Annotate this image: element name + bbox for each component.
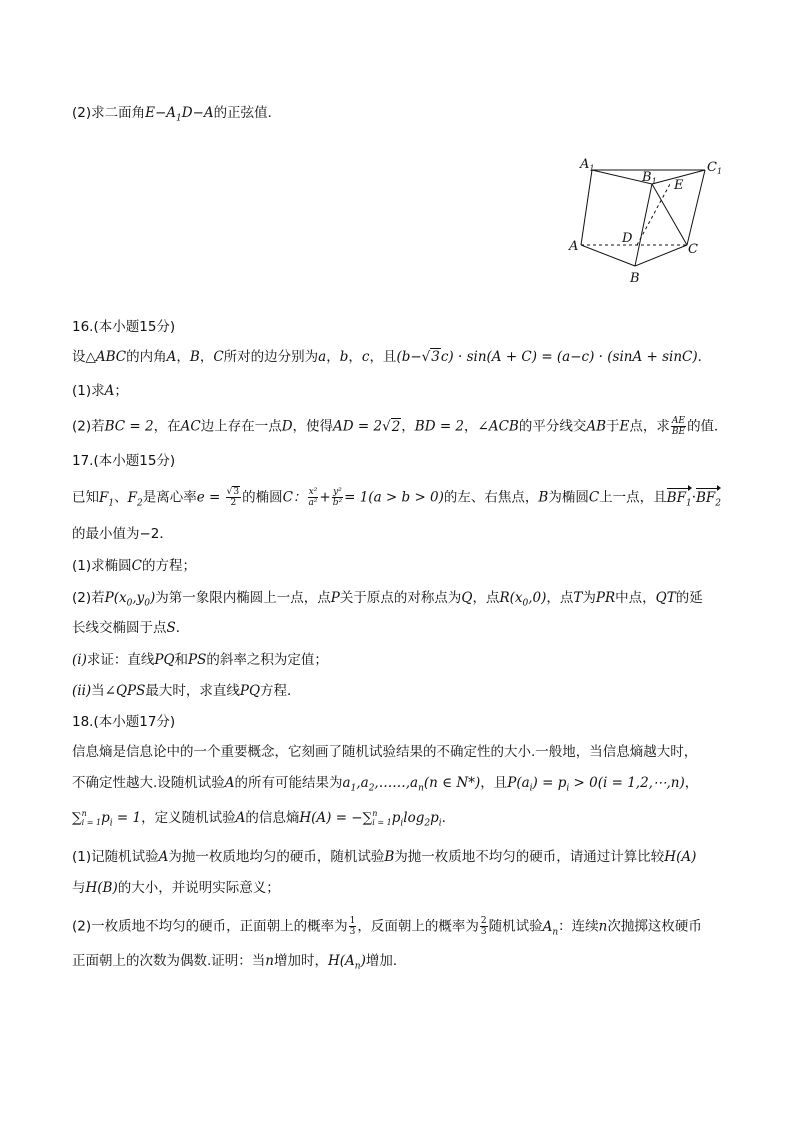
label-d: D xyxy=(622,231,633,246)
edge-a1a xyxy=(581,170,592,245)
edge-b1b xyxy=(635,184,652,266)
q18-para3: ∑ n i = 1 $p_i = 1$，定义随机试验A的信息熵H(A) = −∑ n i = 1 $p_i\log_2p_i$． xyxy=(72,809,456,829)
q18-part2: (2)一枚质地不均匀的硬币，正面朝上的概率为 $\frac{1}{3}$ ，反面朝上的概率为 $\frac{2}{3}$ 随机试验$A_n$：连续n次抛掷这枚硬币 xyxy=(72,916,702,938)
edge-c1c xyxy=(687,170,705,245)
q17-part-ii: (ii)当∠QPS最大时，求直线PQ方程． xyxy=(72,683,301,699)
edge-de-hidden xyxy=(637,184,670,245)
q17-part2: (2)若$P(x_0,y_0)$为第一象限内椭圆上一点，点P关于原点的对称点为Q，点$R(x_0,0)$，点T为PR中点，QT的延 xyxy=(72,590,703,609)
edge-b1c xyxy=(652,184,687,245)
label-c1: $C_1$ xyxy=(707,160,723,176)
prism-figure xyxy=(560,150,735,290)
q15-part2-lead: (2)求二面角 xyxy=(72,105,146,121)
q16-header: 16.(本小题15分) xyxy=(72,319,176,335)
q15-part2 xyxy=(72,104,281,128)
vector-bf2: $BF_2$ xyxy=(696,489,721,513)
q16-stem: 设△ABC的内角A，B，C所对的边分别为a，b，c，且(b−√3c) · sin(A + C) = (a−c) · (sinA + sinC)． xyxy=(72,349,712,365)
label-b1: $B_1$ xyxy=(642,170,657,186)
q18-part1-line2: 与H(B)的大小，并说明实际意义； xyxy=(72,880,280,896)
q18-part2-line2: 正面朝上的次数为偶数.证明：当n增加时，$H(A_n)$增加． xyxy=(72,953,407,972)
q17-part1: (1)求椭圆C的方程； xyxy=(72,558,196,574)
q16-part2: (2)若BC = 2，在AC边上存在一点D，使得AD = 2√2，BD = 2，∠ACB的平分线交AB于E点，求 $\frac{AE}{BE}$ 的值． xyxy=(72,416,728,437)
label-c: C xyxy=(688,242,698,257)
q16-fraction: $\frac{AE}{BE}$ xyxy=(671,416,686,437)
label-b: B xyxy=(630,271,640,286)
edge-bc xyxy=(635,245,687,266)
q17-header: 17.(本小题15分) xyxy=(72,453,176,469)
label-a: A xyxy=(569,239,579,254)
q17-part-i: (i)求证：直线PQ和PS的斜率之积为定值； xyxy=(72,652,328,668)
q18-header: 18.(本小题17分) xyxy=(72,714,176,730)
q18-para2: 不确定性越大.设随机试验A的所有可能结果为$a_1,a_2,\dots\dots,a_n(n$ ∈ N*)，且$P(a_i) = p_i > 0(i$ = 1,2,⋯,n)， xyxy=(72,775,699,794)
q18-para1: 信息熵是信息论中的一个重要概念，它刻画了随机试验结果的不确定性的大小.一般地，当信息熵越大时， xyxy=(72,744,698,760)
q15-part2-expr: $E-A_1D-A$ xyxy=(145,105,214,124)
label-a1: $A_1$ xyxy=(580,157,595,173)
vector-bf1: $BF_1$ xyxy=(667,489,692,513)
q16-part1: (1)求A； xyxy=(72,383,128,399)
edge-ab xyxy=(581,245,635,266)
q18-part1: (1)记随机试验A为抛一枚质地均匀的硬币，随机试验B为抛一枚质地不均匀的硬币，请通过计算比较H(A) xyxy=(72,849,697,865)
q15-part2-tail: 的正弦值． xyxy=(213,105,282,121)
q17-stem-line2: 的最小值为−2． xyxy=(72,526,173,542)
q17-stem: 已知$F_1$、$F_2$是离心率e = $\frac{√3}{2}$ 的椭圆C： $\frac{\text{x²}}{\text{a²}}$ + $\frac{\text{y²}}{\text{b²}}$ = 1(a > b > 0)的左、右焦点，B为椭圆C上一点，且$BF_1\cdot BF_2$ xyxy=(72,487,721,512)
label-e: E xyxy=(674,178,684,193)
q17-part2-line2: 长线交椭圆于点S． xyxy=(72,620,190,636)
